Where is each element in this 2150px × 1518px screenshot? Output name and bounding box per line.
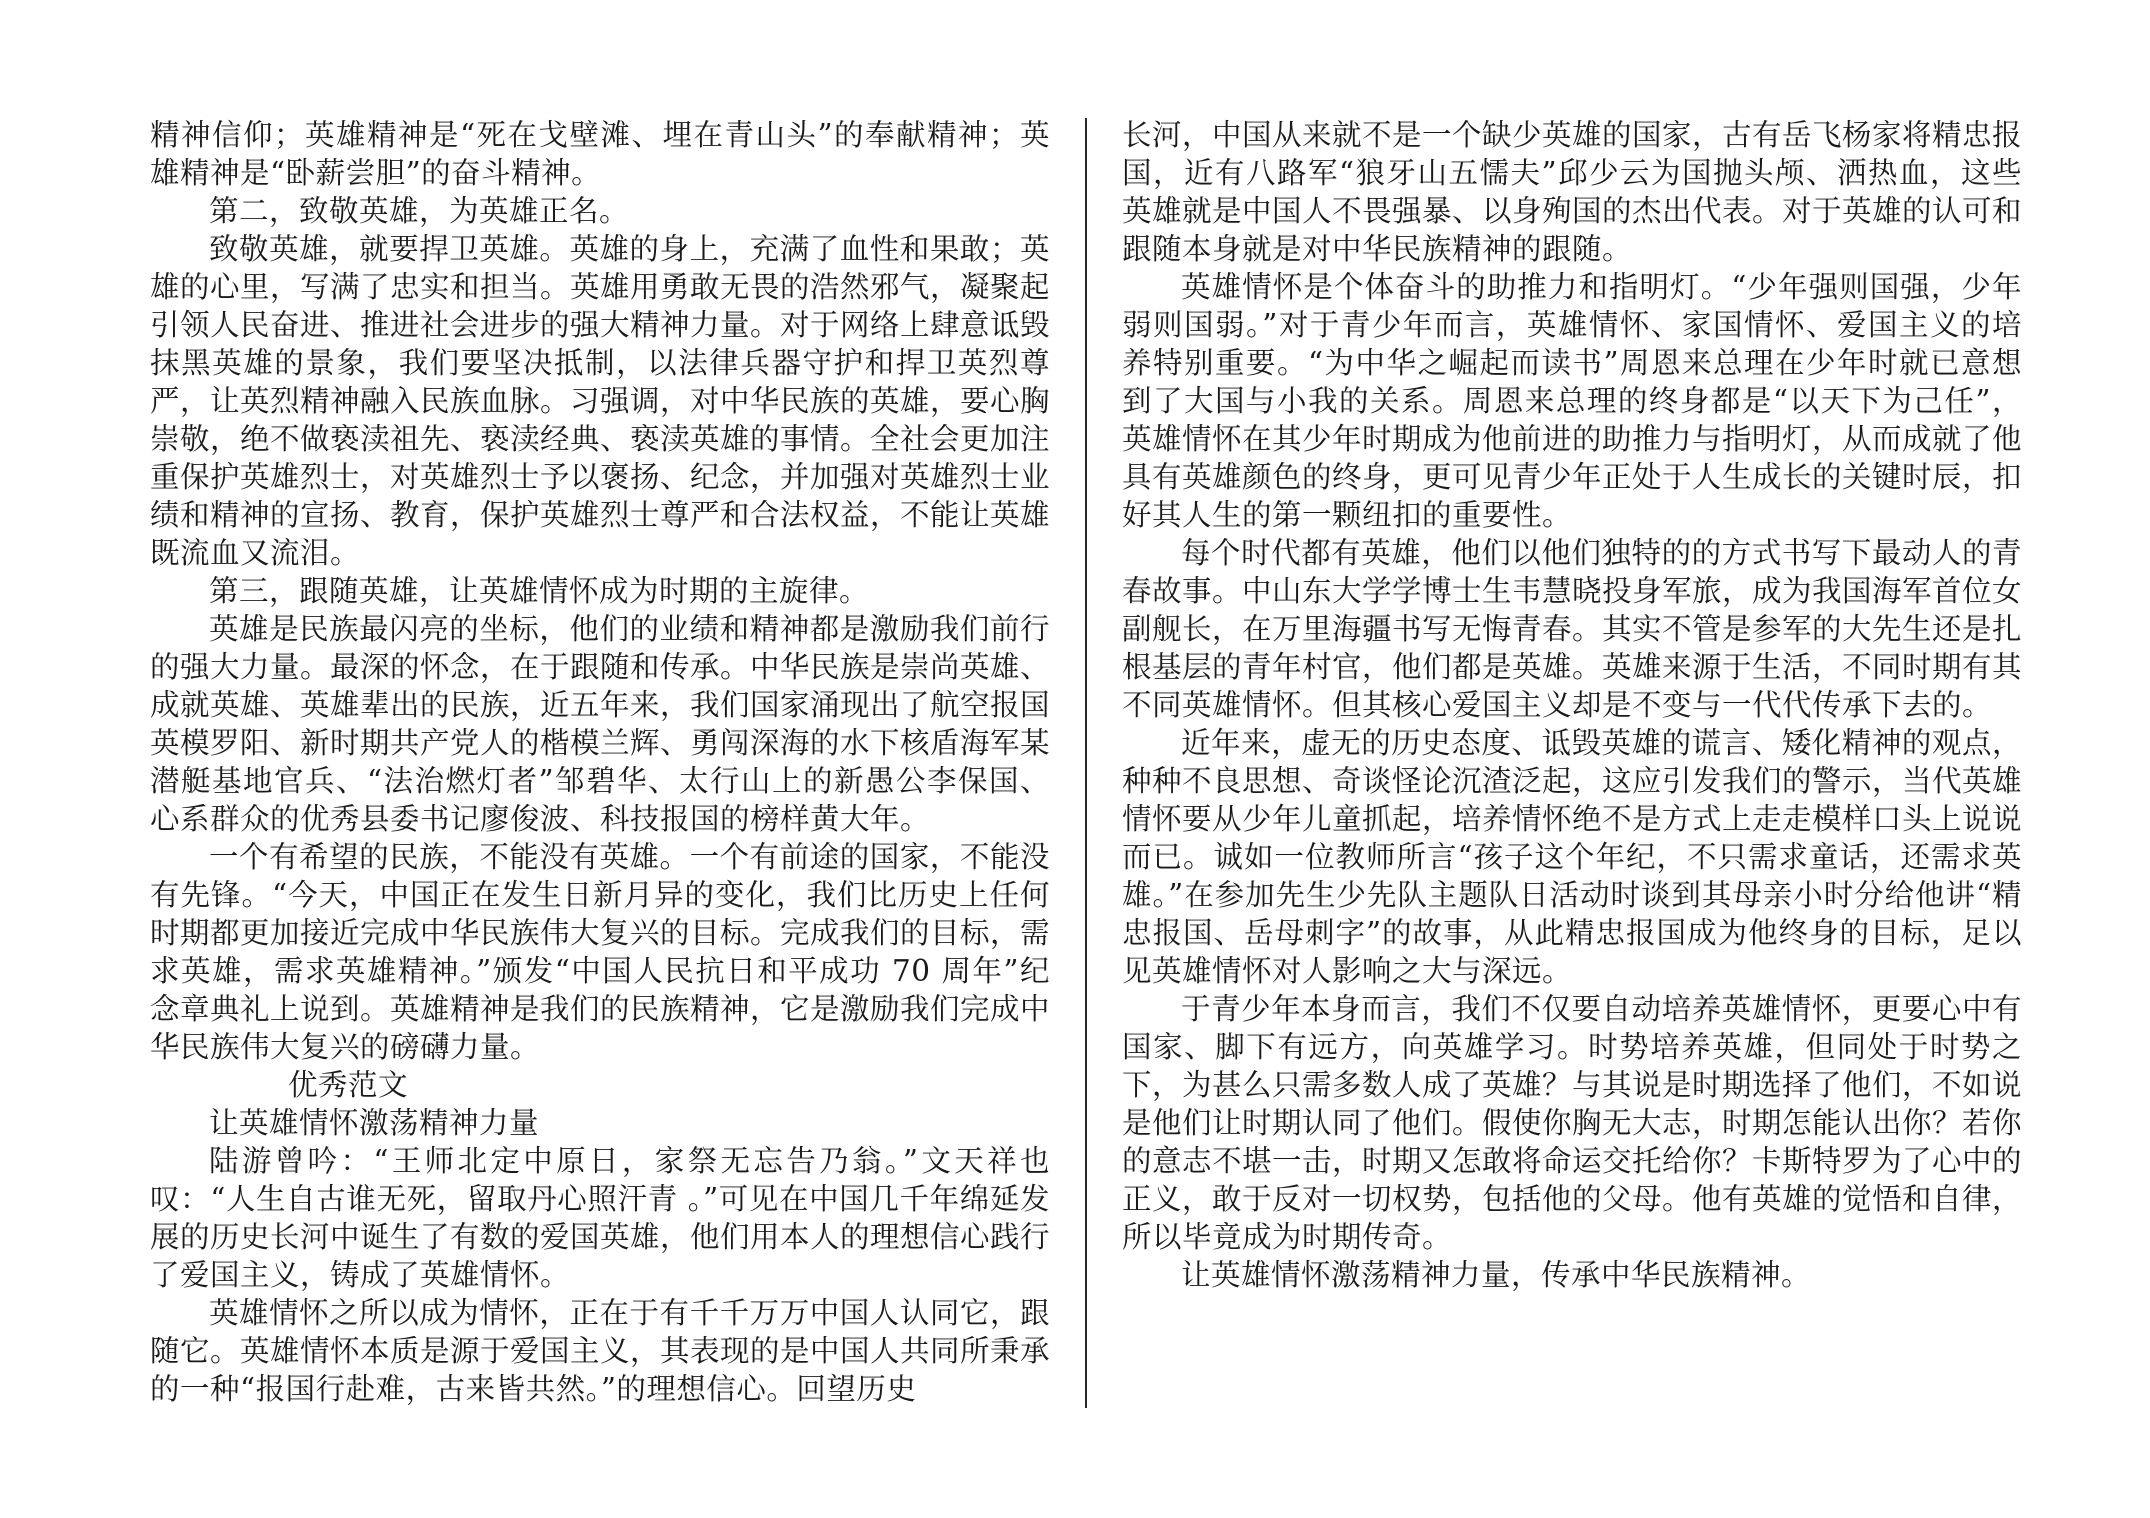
paragraph: 近年来，虚无的历史态度、诋毁英雄的谎言、矮化精神的观点，种种不良思想、奇谈怪论沉渣泛起，这应引发我们的警示，当代英雄情怀要从少年儿童抓起，培养情怀绝不是方式上走走模样口头上说说而已。诚如一位教师所言“孩子这个年纪，不只需求童话，还需求英雄。”在参加先生少先队主题队日活动时谈到其母亲小时分给他讲“精忠报国、岳母刺字”的故事，从此精忠报国成为他终身的目标，足以见英雄情怀对人影响之大与深远。 [1122, 726, 2023, 988]
right-text-column [1122, 116, 2022, 1294]
paragraph: 英雄是民族最闪亮的坐标，他们的业绩和精神都是激励我们前行的强大力量。最深的怀念，在于跟随和传承。中华民族是崇尚英雄、成就英雄、英雄辈出的民族，近五年来，我们国家涌现出了航空报国英模罗阳、新时期共产党人的楷模兰辉、勇闯深海的水下核盾海军某潜艇基地官兵、“法治燃灯者”邹碧华、太行山上的新愚公李保国、心系群众的优秀县委书记廖俊波、科技报国的榜样黄大年。 [150, 612, 1051, 836]
paragraph: 一个有希望的民族，不能没有英雄。一个有前途的国家，不能没有先锋。“今天，中国正在发生日新月异的变化，我们比历史上任何时期都更加接近完成中华民族伟大复兴的目标。完成我们的目标，需求英雄，需求英雄精神。”颁发“中国人民抗日和平成功 70 周年”纪念章典礼上说到。英雄精神是我们的民族精神，它是激励我们完成中华民族伟大复兴的磅礴力量。 [150, 840, 1051, 1064]
paragraph: 于青少年本身而言，我们不仅要自动培养英雄情怀，更要心中有国家、脚下有远方，向英雄学习。时势培养英雄，但同处于时势之下，为甚么只需多数人成了英雄？与其说是时期选择了他们，不如说是他们让时期认同了他们。假使你胸无大志，时期怎能认出你？若你的意志不堪一击，时期又怎敢将命运交托给你？卡斯特罗为了心中的正义，敢于反对一切权势，包括他的父母。他有英雄的觉悟和自律，所以毕竟成为时期传奇。 [1122, 992, 2023, 1254]
paragraph: 陆游曾吟：“王师北定中原日，家祭无忘告乃翁。”文天祥也叹：“人生自古谁无死，留取丹心照汗青 。”可见在中国几千年绵延发展的历史长河中诞生了有数的爱国英雄，他们用本人的理想信心践行了爱国主义，铸成了英雄情怀。 [150, 1144, 1051, 1292]
section-heading: 第三，跟随英雄，让英雄情怀成为时期的主旋律。 [209, 574, 870, 608]
closing-line: 让英雄情怀激荡精神力量，传承中华民族精神。 [1181, 1258, 1812, 1292]
paragraph: 英雄情怀是个体奋斗的助推力和指明灯。“少年强则国强，少年弱则国弱。”对于青少年而言，英雄情怀、家国情怀、爱国主义的培养特别重要。“为中华之崛起而读书”周恩来总理在少年时就已意想到了大国与小我的关系。周恩来总理的终身都是“以天下为己任”，英雄情怀在其少年时期成为他前进的助推力与指明灯，从而成就了他具有英雄颜色的终身，更可见青少年正处于人生成长的关键时辰，扣好其人生的第一颗纽扣的重要性。 [1122, 270, 2023, 532]
sample-essay-label: 优秀范文 [288, 1068, 409, 1102]
column-divider [1085, 118, 1087, 1408]
left-text-column [150, 116, 1050, 1408]
paragraph: 长河，中国从来就不是一个缺少英雄的国家，古有岳飞杨家将精忠报国，近有八路军“狼牙山五懦夫”邱少云为国抛头颅、洒热血，这些英雄就是中国人不畏强暴、以身殉国的杰出代表。对于英雄的认可和跟随本身就是对中华民族精神的跟随。 [1122, 118, 2023, 266]
essay-title: 让英雄情怀激荡精神力量 [209, 1106, 540, 1140]
paragraph: 精神信仰；英雄精神是“死在戈壁滩、埋在青山头”的奉献精神；英雄精神是“卧薪尝胆”的奋斗精神。 [150, 118, 1050, 190]
section-heading: 第二，致敬英雄，为英雄正名。 [209, 194, 630, 228]
paragraph: 每个时代都有英雄，他们以他们独特的的方式书写下最动人的青春故事。中山东大学学博士生韦慧晓投身军旅，成为我国海军首位女副舰长，在万里海疆书写无悔青春。其实不管是参军的大先生还是扎根基层的青年村官，他们都是英雄。英雄来源于生活，不同时期有其不同英雄情怀。但其核心爱国主义却是不变与一代代传承下去的。 [1122, 536, 2023, 722]
paragraph: 英雄情怀之所以成为情怀，正在于有千千万万中国人认同它，跟随它。英雄情怀本质是源于爱国主义，其表现的是中国人共同所秉承的一种“报国行赴难，古来皆共然。”的理想信心。回望历史 [150, 1296, 1051, 1406]
paragraph: 致敬英雄，就要捍卫英雄。英雄的身上，充满了血性和果敢；英雄的心里，写满了忠实和担当。英雄用勇敢无畏的浩然邪气，凝聚起引领人民奋进、推进社会进步的强大精神力量。对于网络上肆意诋毁抹黑英雄的景象，我们要坚决抵制，以法律兵器守护和捍卫英烈尊严，让英烈精神融入民族血脉。习强调，对中华民族的英雄，要心胸崇敬，绝不做亵渎祖先、亵渎经典、亵渎英雄的事情。全社会更加注重保护英雄烈士，对英雄烈士予以褒扬、纪念，并加强对英雄烈士业绩和精神的宣扬、教育，保护英雄烈士尊严和合法权益，不能让英雄既流血又流泪。 [150, 232, 1051, 570]
